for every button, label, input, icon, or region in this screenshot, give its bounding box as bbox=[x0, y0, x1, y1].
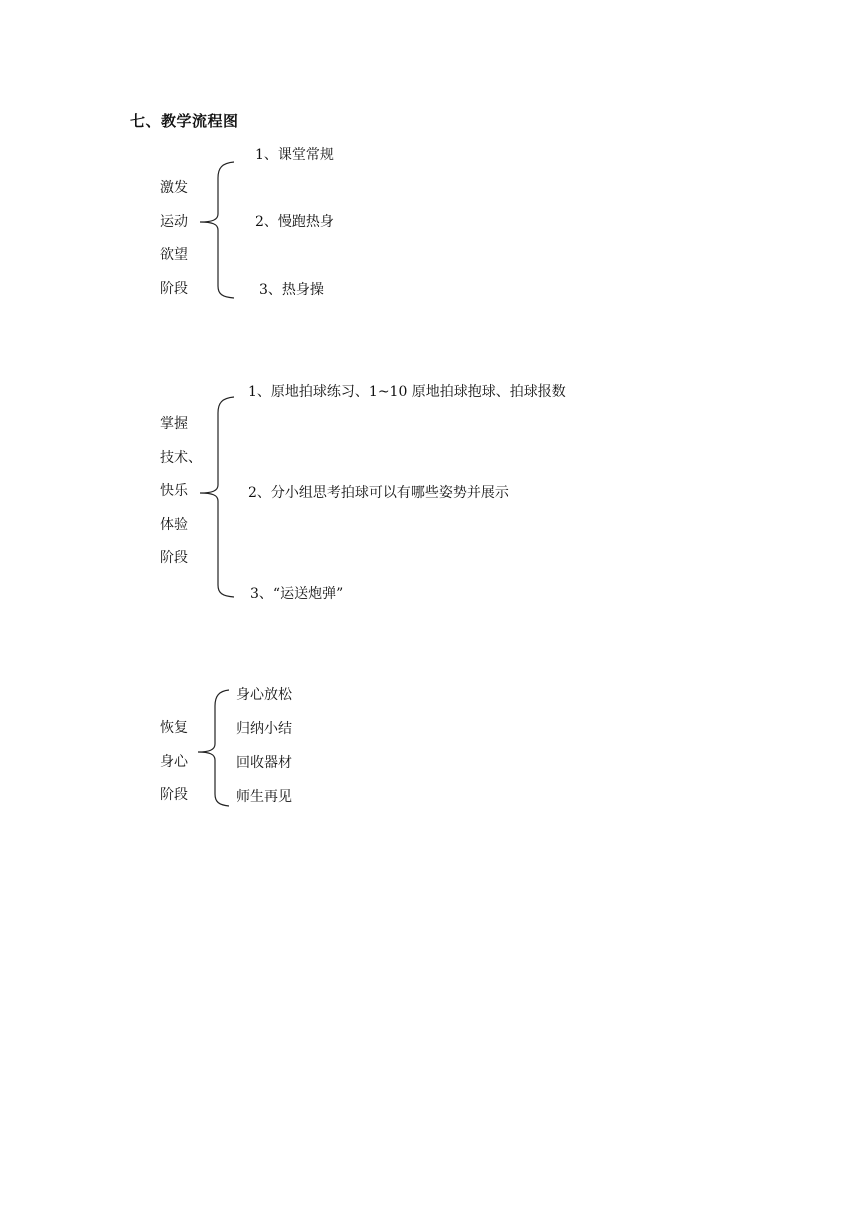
stage-label-line: 阶段 bbox=[160, 280, 188, 297]
stage-label-line: 快乐 bbox=[160, 483, 188, 499]
step-item: 身心放松 bbox=[236, 687, 292, 703]
step-item: 3、“运送炮弹” bbox=[250, 586, 344, 602]
step-item: 师生再见 bbox=[236, 789, 292, 805]
step-item: 3、热身操 bbox=[259, 282, 324, 298]
brace-icon bbox=[198, 160, 238, 300]
stage-label-line: 阶段 bbox=[160, 550, 188, 566]
stage-label-line: 技术、 bbox=[160, 449, 202, 466]
stage-label-2 bbox=[160, 408, 202, 576]
step-item: 回收器材 bbox=[236, 755, 292, 771]
stage-label-line: 恢复 bbox=[160, 720, 188, 736]
stage-label-line: 阶段 bbox=[160, 787, 188, 803]
brace-icon bbox=[196, 688, 236, 813]
step-item: 2、慢跑热身 bbox=[255, 214, 334, 230]
stage-label-line: 体验 bbox=[160, 516, 188, 533]
stage-label-line: 激发 bbox=[160, 180, 188, 196]
stage-label-line: 欲望 bbox=[160, 247, 188, 263]
section-heading: 七、教学流程图 bbox=[130, 112, 239, 130]
step-item: 归纳小结 bbox=[236, 721, 292, 737]
stage-label-line: 身心 bbox=[160, 753, 188, 770]
brace-icon bbox=[198, 395, 238, 600]
stage-label-3 bbox=[160, 712, 188, 813]
step-item: 1、课堂常规 bbox=[255, 147, 334, 163]
step-item: 2、分小组思考拍球可以有哪些姿势并展示 bbox=[248, 485, 509, 501]
step-item: 1、原地拍球练习、1~10 原地拍球抱球、拍球报数 bbox=[248, 384, 566, 400]
stage-label-1 bbox=[160, 172, 188, 306]
stage-label-line: 运动 bbox=[160, 213, 188, 230]
stage-label-line: 掌握 bbox=[160, 416, 188, 432]
